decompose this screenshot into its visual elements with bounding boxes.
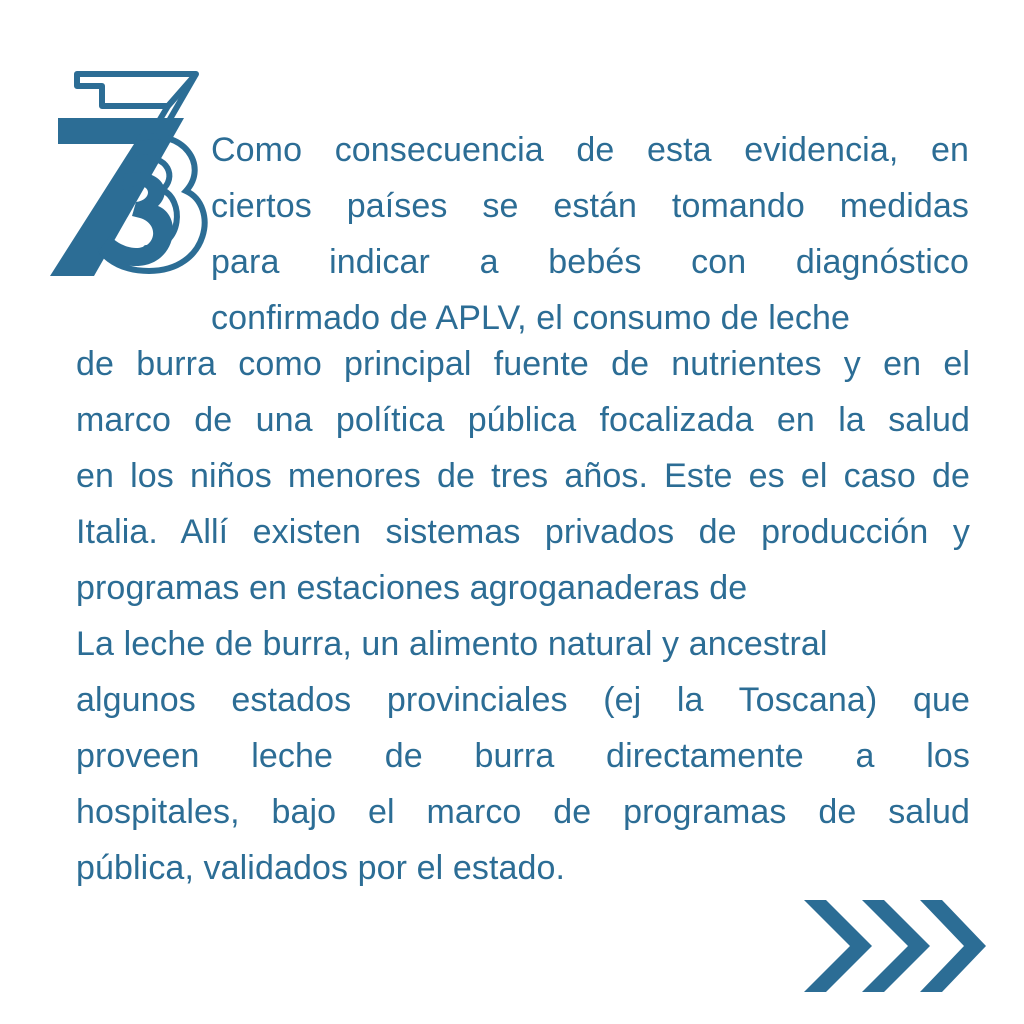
paragraph-line: hospitales, bajo el marco de programas de salud (76, 793, 970, 831)
paragraph-line: en los niños menores de tres años. Este es el caso de (76, 457, 970, 495)
triple-chevron-right-icon[interactable] (802, 898, 988, 994)
paragraph-line: Como consecuencia de esta evidencia, en (211, 131, 969, 169)
paragraph-line: ciertos países se están tomando medidas (211, 187, 969, 225)
paragraph-line: pública, validados por el estado. (76, 849, 566, 887)
paragraph-line: algunos estados provinciales (ej la Toscana) que (76, 681, 970, 719)
paragraph-line: confirmado de APLV, el consumo de leche (211, 299, 850, 337)
paragraph-line: La leche de burra, un alimento natural y ancestral (76, 625, 828, 663)
paragraph-line: Italia. Allí existen sistemas privados de producción y (76, 513, 970, 551)
paragraph-line: proveen leche de burra directamente a los (76, 737, 970, 775)
paragraph-line: para indicar a bebés con diagnóstico (211, 243, 969, 281)
paragraph-line: programas en estaciones agroganaderas de (76, 569, 748, 607)
number-three-icon (44, 66, 214, 286)
paragraph-line: de burra como principal fuente de nutrientes y en el (76, 345, 970, 383)
paragraph-line: marco de una política pública focalizada en la salud (76, 401, 970, 439)
